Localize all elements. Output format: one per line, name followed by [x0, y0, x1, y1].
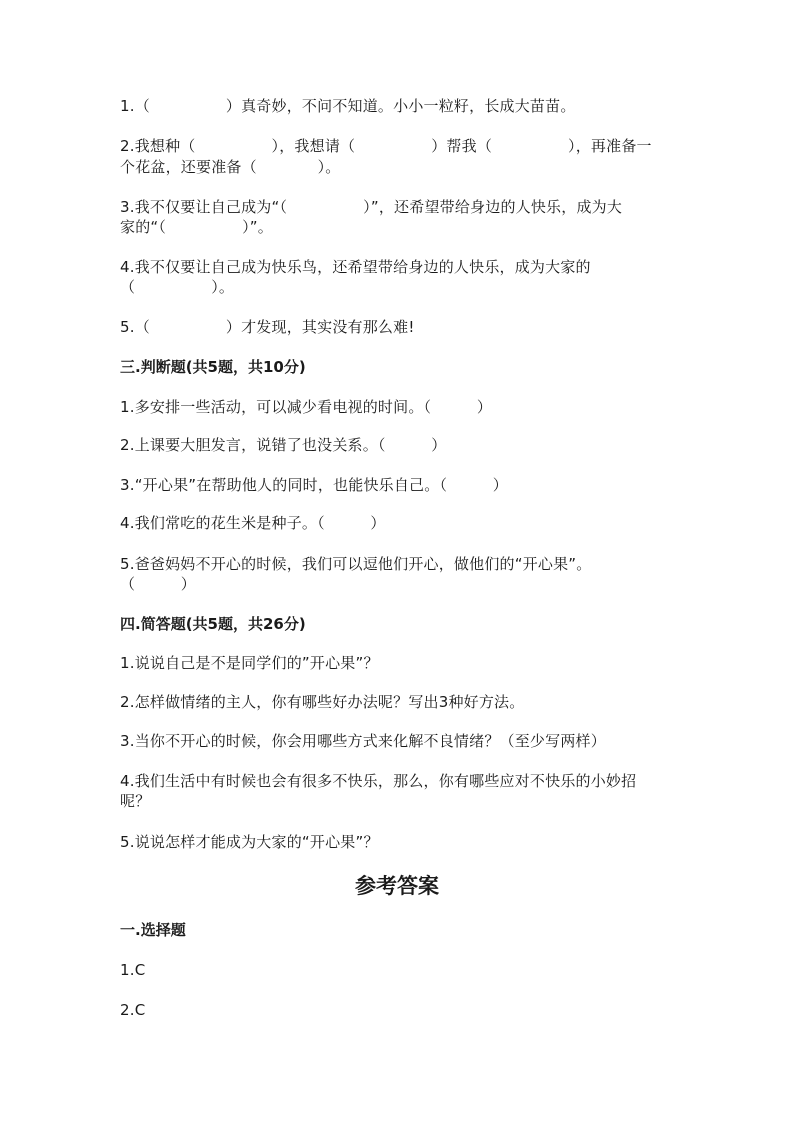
short-answer-section-heading: 四.简答题(共5题，共26分) [120, 615, 306, 633]
judge-question-5-line-2: （ ） [120, 575, 197, 593]
judge-section-heading: 三.判断题(共5题，共10分) [120, 358, 306, 376]
fill-blank-question-2-line-1: 2.我想种（ ），我想请（ ）帮我（ ），再准备一 [120, 137, 652, 155]
short-answer-question-2: 2.怎样做情绪的主人，你有哪些好办法呢？写出3种好方法。 [120, 693, 525, 711]
fill-blank-question-1: 1.（ ）真奇妙，不问不知道。小小一粒籽，长成大苗苗。 [120, 97, 576, 115]
answer-1: 1.C [120, 961, 146, 979]
short-answer-question-4-line-1: 4.我们生活中有时候也会有很多不快乐，那么，你有哪些应对不快乐的小妙招 [120, 772, 637, 790]
fill-blank-question-3-line-2: 家的“（ ）”。 [120, 218, 273, 236]
fill-blank-question-5: 5.（ ）才发现，其实没有那么难! [120, 318, 415, 336]
short-answer-question-5: 5.说说怎样才能成为大家的“开心果”？ [120, 833, 379, 851]
fill-blank-question-3-line-1: 3.我不仅要让自己成为“（ ）”，还希望带给身边的人快乐，成为大 [120, 198, 623, 216]
answer-key-title: 参考答案 [355, 874, 439, 898]
judge-question-2: 2.上课要大胆发言，说错了也没关系。（ ） [120, 436, 447, 454]
fill-blank-question-2-line-2: 个花盆，还要准备（ ）。 [120, 158, 341, 176]
short-answer-question-4-line-2: 呢？ [120, 792, 151, 810]
answer-section-1-heading: 一.选择题 [120, 921, 186, 939]
judge-question-5-line-1: 5.爸爸妈妈不开心的时候，我们可以逗他们开心，做他们的“开心果”。 [120, 555, 592, 573]
judge-question-1: 1.多安排一些活动，可以减少看电视的时间。（ ） [120, 398, 493, 416]
answer-2: 2.C [120, 1001, 146, 1019]
fill-blank-question-4-line-1: 4.我不仅要让自己成为快乐鸟，还希望带给身边的人快乐，成为大家的 [120, 258, 591, 276]
short-answer-question-3: 3.当你不开心的时候，你会用哪些方式来化解不良情绪？（至少写两样） [120, 732, 606, 750]
short-answer-question-1: 1.说说自己是不是同学们的”开心果”？ [120, 654, 379, 672]
fill-blank-question-4-line-2: （ ）。 [120, 278, 235, 296]
judge-question-3: 3.“开心果”在帮助他人的同时，也能快乐自己。（ ） [120, 476, 508, 494]
judge-question-4: 4.我们常吃的花生米是种子。（ ） [120, 514, 386, 532]
